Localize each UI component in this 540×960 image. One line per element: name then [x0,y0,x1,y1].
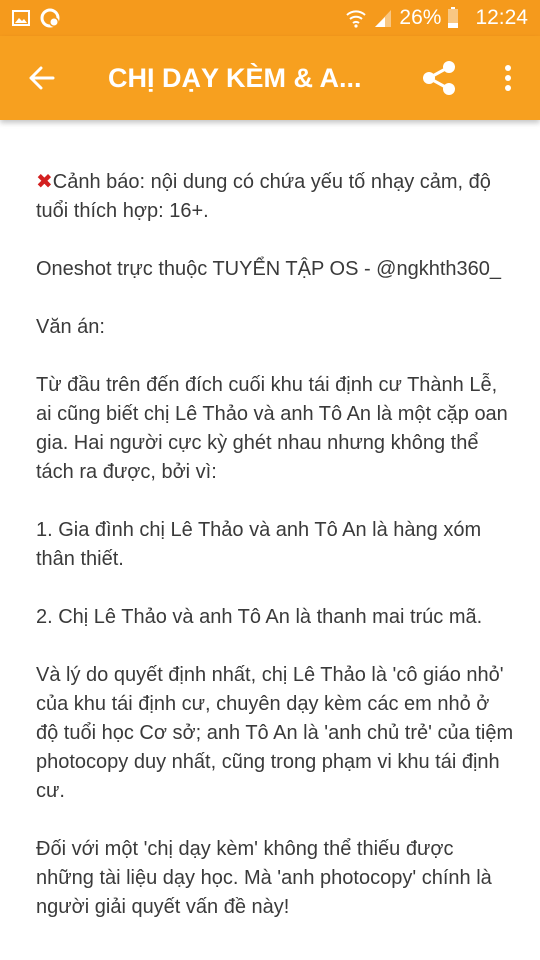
paragraph-closing: Đối với một 'chị dạy kèm' không thể thiếu được những tài liệu dạy học. Mà 'anh photocopy' chính là người giải quyết vấn đề này! [36,838,492,918]
paragraph-intro: Từ đầu trên đến đích cuối khu tái định cư Thành Lễ, ai cũng biết chị Lê Thảo và anh Tô An là một cặp oan gia. Hai người cực kỳ ghét nhau nhưng không thể tách ra được, bởi vì: [36,374,508,483]
back-button[interactable] [0,36,84,120]
clock: 12:24 [475,6,528,29]
back-arrow-icon [29,66,55,90]
paragraph-reason-2: 2. Chị Lê Thảo và anh Tô An là thanh mai trúc mã. [36,606,483,628]
paragraph-reason-1: 1. Gia đình chị Lê Thảo và anh Tô An là hàng xóm thân thiết. [36,519,482,570]
more-vert-icon [504,64,512,92]
battery-icon [447,7,459,29]
image-icon [12,10,30,26]
warning-cross-icon: ✖ [36,171,53,193]
warning-text: Cảnh báo: nội dung có chứa yếu tố nhạy cảm, độ tuổi thích hợp: 16+. [36,171,491,222]
paragraph-oneshot: Oneshot trực thuộc TUYỂN TẬP OS - @ngkhth360_ [36,258,502,280]
more-options-button[interactable] [476,36,540,120]
data-saver-icon [40,8,60,28]
battery-percentage: 26% [399,6,442,29]
share-button[interactable] [402,36,476,120]
warning-paragraph [36,168,516,226]
status-bar [0,0,540,36]
story-content [36,168,516,951]
wifi-icon [345,8,367,28]
app-bar [0,36,540,120]
signal-icon [373,8,393,28]
paragraph-reason-main: Và lý do quyết định nhất, chị Lê Thảo là 'cô giáo nhỏ' của khu tái định cư, chuyên dạy kèm các em nhỏ ở độ tuổi học Cơ sở; anh Tô An là 'anh chủ trẻ' của tiệm photocopy duy nhất, cũng trong phạm vi khu tái định cư. [36,664,514,802]
page-title: CHỊ DẠY KÈM & A... [108,62,362,93]
share-icon [420,59,458,97]
paragraph-van-an: Văn án: [36,316,105,338]
